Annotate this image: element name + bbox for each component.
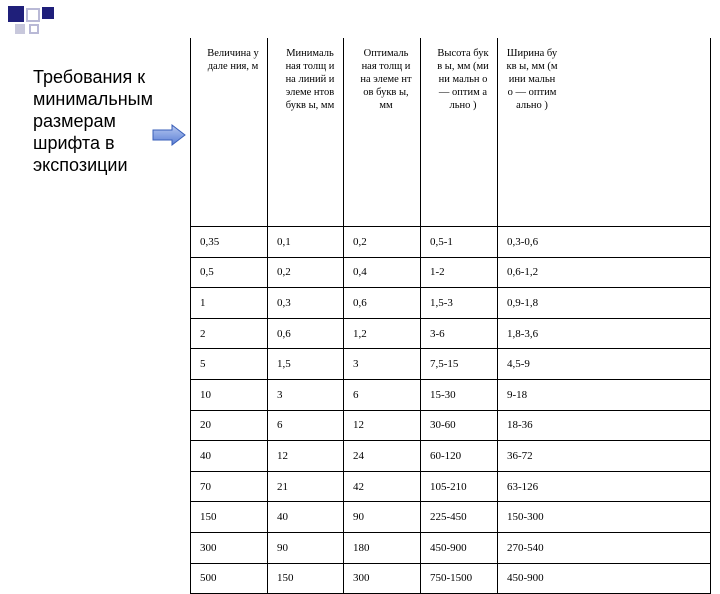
table-cell: 18-36 bbox=[498, 410, 711, 441]
font-size-table bbox=[190, 38, 711, 594]
table-cell: 450-900 bbox=[421, 532, 498, 563]
table-cell: 21 bbox=[268, 471, 344, 502]
table-cell: 5 bbox=[191, 349, 268, 380]
table-cell: 0,9-1,8 bbox=[498, 288, 711, 319]
table-cell: 2 bbox=[191, 318, 268, 349]
table-cell: 150 bbox=[268, 563, 344, 594]
table-cell: 6 bbox=[268, 410, 344, 441]
table-cell: 12 bbox=[344, 410, 421, 441]
table-cell: 30-60 bbox=[421, 410, 498, 441]
table-cell: 150 bbox=[191, 502, 268, 533]
table-cell: 1,8-3,6 bbox=[498, 318, 711, 349]
table-cell: 0,2 bbox=[268, 257, 344, 288]
table-cell: 70 bbox=[191, 471, 268, 502]
header-letter-width bbox=[498, 38, 711, 227]
table-cell: 300 bbox=[344, 563, 421, 594]
header-letter-height bbox=[421, 38, 498, 227]
table-cell: 60-120 bbox=[421, 441, 498, 472]
square-outline-icon bbox=[26, 8, 40, 22]
table-cell: 225-450 bbox=[421, 502, 498, 533]
header-min-thickness bbox=[268, 38, 344, 227]
header-distance bbox=[191, 38, 268, 227]
table-row bbox=[191, 563, 711, 594]
table-row bbox=[191, 502, 711, 533]
table-row bbox=[191, 349, 711, 380]
table-body bbox=[191, 227, 711, 594]
table-cell: 3 bbox=[344, 349, 421, 380]
table-row bbox=[191, 441, 711, 472]
header-label: Ширина букв ы, мм (мини мальн о — оптим ально ) bbox=[506, 48, 558, 111]
table-cell: 3-6 bbox=[421, 318, 498, 349]
table-row bbox=[191, 379, 711, 410]
table-row bbox=[191, 257, 711, 288]
table-cell: 90 bbox=[344, 502, 421, 533]
table-cell: 12 bbox=[268, 441, 344, 472]
table-cell: 15-30 bbox=[421, 379, 498, 410]
table-cell: 0,3-0,6 bbox=[498, 227, 711, 258]
table-row bbox=[191, 410, 711, 441]
table-cell: 1,5 bbox=[268, 349, 344, 380]
table-cell: 450-900 bbox=[498, 563, 711, 594]
table-cell: 42 bbox=[344, 471, 421, 502]
table-cell: 0,2 bbox=[344, 227, 421, 258]
table-cell: 36-72 bbox=[498, 441, 711, 472]
table-row bbox=[191, 471, 711, 502]
table-cell: 1 bbox=[191, 288, 268, 319]
header-opt-thickness bbox=[344, 38, 421, 227]
header-label: Минималь ная толщ ина линий и элеме нтов букв ы, мм bbox=[285, 48, 335, 111]
table-cell: 500 bbox=[191, 563, 268, 594]
table-cell: 0,6-1,2 bbox=[498, 257, 711, 288]
header-label: Оптималь ная толщ ина элеме нтов букв ы, мм bbox=[360, 48, 412, 111]
table-cell: 40 bbox=[191, 441, 268, 472]
table-cell: 0,35 bbox=[191, 227, 268, 258]
table-row bbox=[191, 227, 711, 258]
header-label: Высота букв ы, мм (мини мальн о — оптим ально ) bbox=[437, 48, 489, 111]
table-cell: 105-210 bbox=[421, 471, 498, 502]
table-header-row bbox=[191, 38, 711, 227]
table-cell: 90 bbox=[268, 532, 344, 563]
table-cell: 0,3 bbox=[268, 288, 344, 319]
slide-title: Требования к минимальным размерам шрифта в экспозиции bbox=[33, 67, 153, 175]
table-cell: 0,5 bbox=[191, 257, 268, 288]
table-cell: 1-2 bbox=[421, 257, 498, 288]
table-cell: 0,4 bbox=[344, 257, 421, 288]
table-row bbox=[191, 532, 711, 563]
table-cell: 150-300 bbox=[498, 502, 711, 533]
table-cell: 7,5-15 bbox=[421, 349, 498, 380]
table-cell: 1,2 bbox=[344, 318, 421, 349]
table-cell: 1,5-3 bbox=[421, 288, 498, 319]
table-cell: 0,6 bbox=[344, 288, 421, 319]
square-outline-icon bbox=[29, 24, 39, 34]
table-cell: 9-18 bbox=[498, 379, 711, 410]
table-cell: 750-1500 bbox=[421, 563, 498, 594]
square-light-icon bbox=[15, 24, 25, 34]
table-cell: 0,6 bbox=[268, 318, 344, 349]
table-cell: 0,1 bbox=[268, 227, 344, 258]
table-cell: 10 bbox=[191, 379, 268, 410]
table-row bbox=[191, 318, 711, 349]
table-row bbox=[191, 288, 711, 319]
square-filled-icon bbox=[42, 7, 54, 19]
table-cell: 4,5-9 bbox=[498, 349, 711, 380]
table-cell: 300 bbox=[191, 532, 268, 563]
table-cell: 0,5-1 bbox=[421, 227, 498, 258]
table-cell: 20 bbox=[191, 410, 268, 441]
table-cell: 40 bbox=[268, 502, 344, 533]
table-cell: 24 bbox=[344, 441, 421, 472]
table-cell: 63-126 bbox=[498, 471, 711, 502]
table-cell: 3 bbox=[268, 379, 344, 410]
arrow-right-icon bbox=[152, 124, 186, 146]
table-cell: 180 bbox=[344, 532, 421, 563]
table-cell: 6 bbox=[344, 379, 421, 410]
table-cell: 270-540 bbox=[498, 532, 711, 563]
square-filled-icon bbox=[8, 6, 24, 22]
header-label: Величина удале ния, м bbox=[207, 48, 259, 72]
